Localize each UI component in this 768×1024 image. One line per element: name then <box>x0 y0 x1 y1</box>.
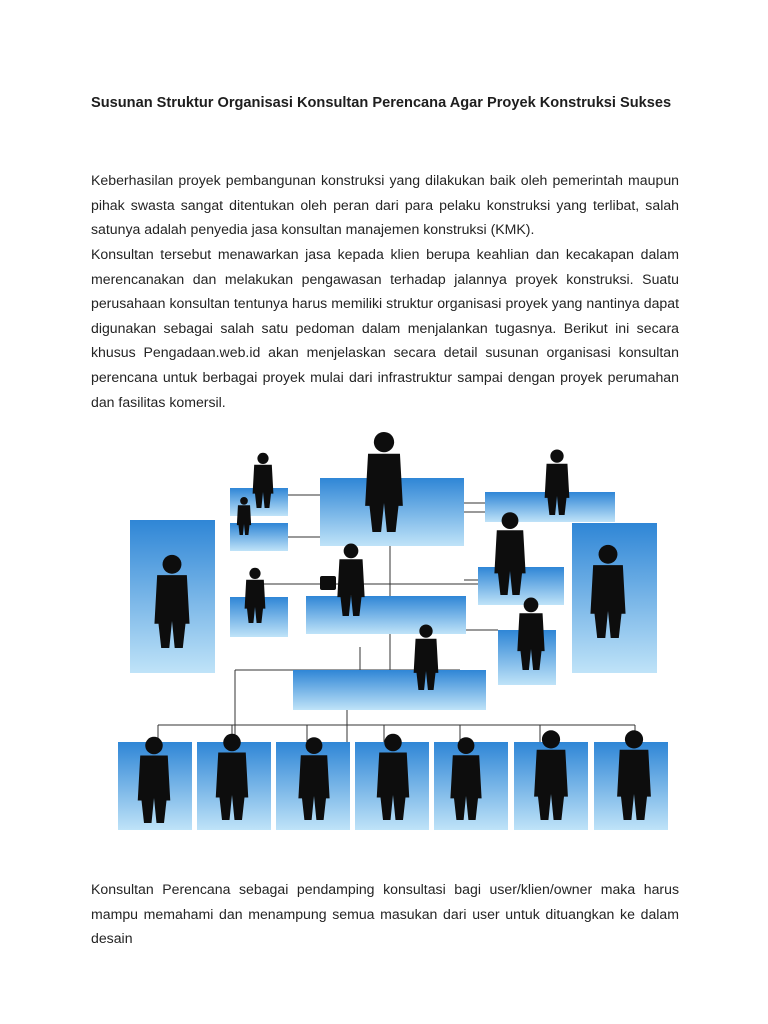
paragraph-intro: Keberhasilan proyek pembangunan konstruksi yang dilakukan baik oleh pemerintah maupun pihak swasta sangat ditentukan oleh peran dari para pelaku konstruksi yang terlibat, salah satunya adalah penyedia jasa konsultan manajemen konstruksi (KMK). <box>91 172 679 238</box>
org-chart-illustration <box>110 420 670 830</box>
paragraph-planner: Konsultan Perencana sebagai pendamping konsultasi bagi user/klien/owner maka harus mampu memahami dan menampung semua masukan dari user untuk dituangkan ke dalam desain <box>91 881 679 947</box>
org-chart-silhouettes-icon <box>110 420 670 830</box>
page-title: Susunan Struktur Organisasi Konsultan Perencana Agar Proyek Konstruksi Sukses <box>91 95 672 111</box>
paragraph-consultant: Konsultan tersebut menawarkan jasa kepada klien berupa keahlian dan kecakapan dalam merencanakan dan melakukan pengawasan terhadap jalannya proyek konstruksi. Suatu perusahaan konsultan tentunya harus memiliki struktur organisasi proyek yang nantinya dapat digunakan sebagai salah satu pedoman dalam menjalankan tugasnya. Berikut ini secara khusus Pengadaan.web.id akan menjelaskan secara detail susunan organisasi konsultan perencana untuk berbagai proyek mulai dari infrastruktur sampai dengan proyek perumahan dan fasilitas komersil. <box>91 246 679 410</box>
